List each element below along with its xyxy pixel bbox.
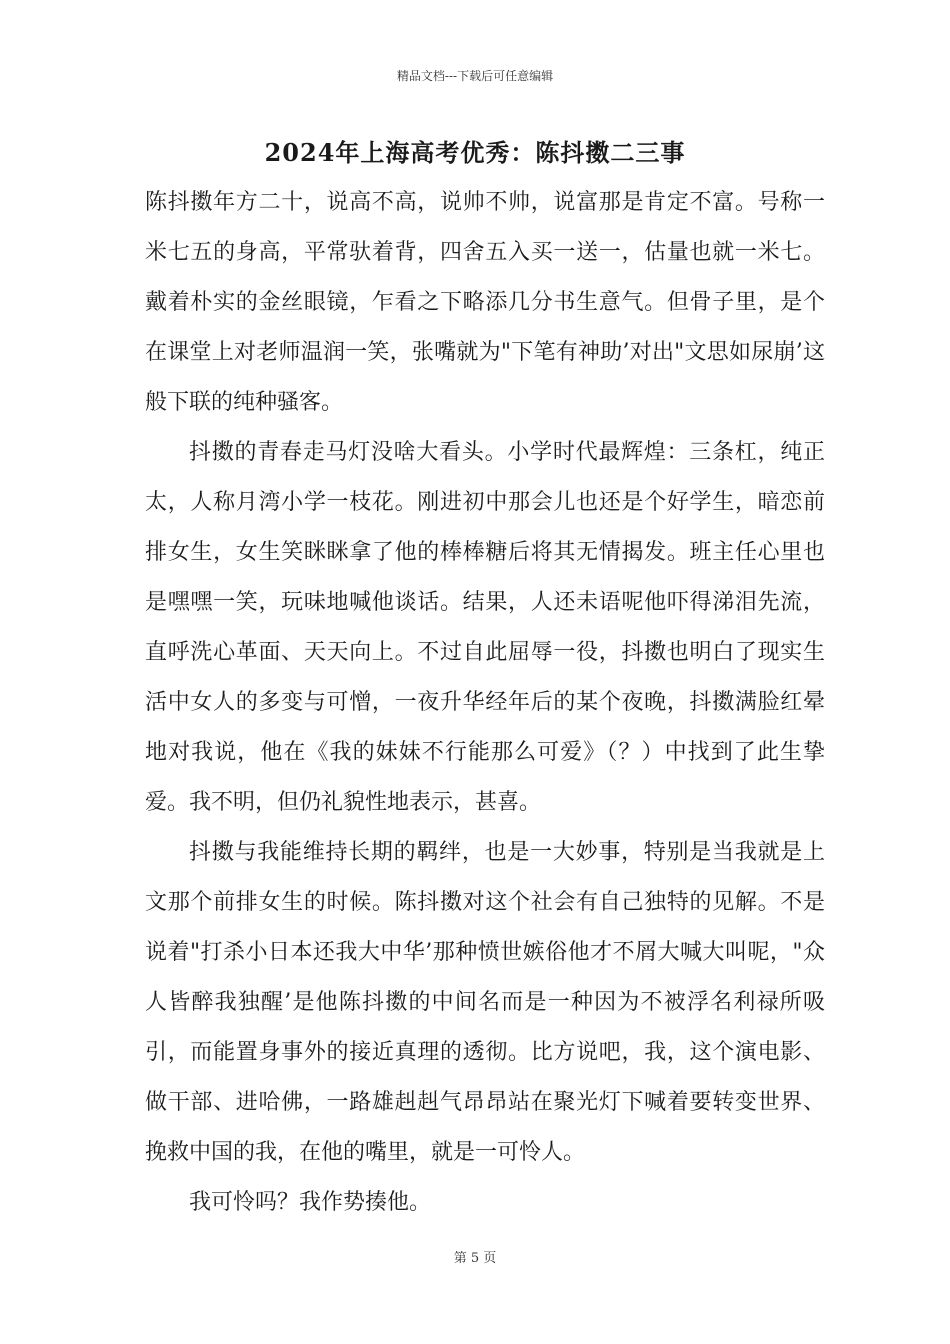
paragraph-1: 陈抖擞年方二十，说高不高，说帅不帅，说富那是肯定不富。号称一米七五的身高，平常驮着背，四舍五入买一送一，估量也就一米七。戴着朴实的金丝眼镜，乍看之下略添几分书生意气。但骨子里，是个在课堂上对老师温润一笑，张嘴就为"下笔有神助’对出"文思如尿崩’这般下联的纯种骚客。: [145, 190, 825, 415]
paragraph-2: 抖擞的青春走马灯没啥大看头。小学时代最辉煌：三条杠，纯正太，人称月湾小学一枝花。刚进初中那会儿也还是个好学生，暗恋前排女生，女生笑眯眯拿了他的棒棒糖后将其无情揭发。班主任心里也是嘿嘿一笑，玩味地喊他谈话。结果，人还未语呢他吓得涕泪先流，直呼洗心革面、天天向上。不过自此屈辱一役，抖擞也明白了现实生活中女人的多变与可憎，一夜升华经年后的某个夜晚，抖擞满脸红晕地对我说，他在《我的妹妹不行能那么可爱》（？）中找到了此生挚爱。我不明，但仍礼貌性地表示，甚喜。: [145, 440, 825, 815]
paragraph-3: 抖擞与我能维持长期的羁绊，也是一大妙事，特别是当我就是上文那个前排女生的时候。陈抖擞对这个社会有自己独特的见解。不是说着"打杀小日本还我大中华’那种愤世嫉俗他才不屑大喊大叫呢，"众人皆醉我独醒’是他陈抖擞的中间名而是一种因为不被浮名利禄所吸引，而能置身事外的接近真理的透彻。比方说吧，我，这个演电影、做干部、进哈佛，一路雄赳赳气昂昂站在聚光灯下喊着要转变世界、挽救中国的我，在他的嘴里，就是一可怜人。: [145, 840, 825, 1165]
document-body: [145, 178, 825, 1228]
page-number: 第 5 页: [453, 1251, 497, 1266]
paragraph-4: 我可怜吗？我作势揍他。: [189, 1190, 432, 1215]
page-header: 精品文档---下载后可任意编辑: [396, 69, 554, 83]
document-title: 2024年上海高考优秀：陈抖擞二三事: [264, 138, 686, 167]
